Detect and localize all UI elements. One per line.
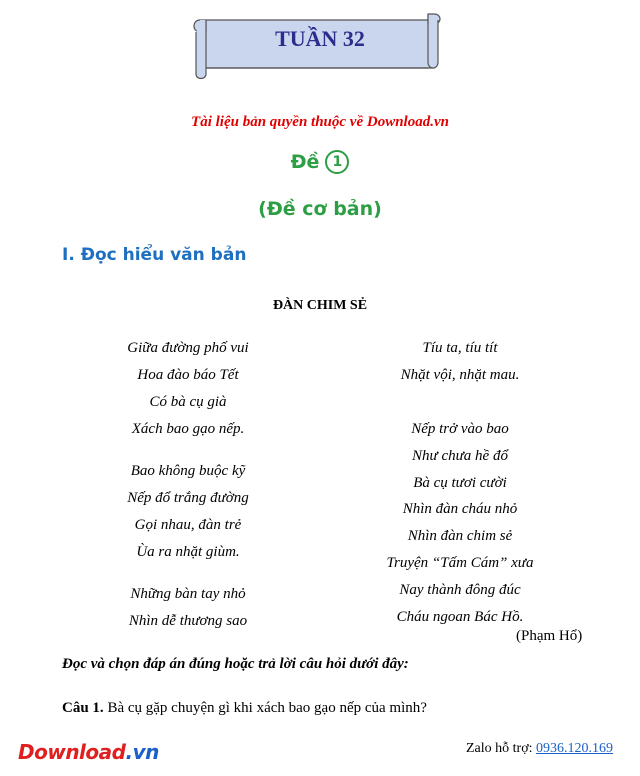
exam-number-badge: 1 [325, 150, 349, 174]
poem-line: Có bà cụ già [149, 394, 227, 410]
poem-line: Nhìn đàn chim sẻ [407, 528, 513, 544]
question-text: Bà cụ gặp chuyện gì khi xách bao gạo nếp của mình? [107, 700, 427, 716]
instruction-text: Đọc và chọn đáp án đúng hoặc trả lời câu hỏi dưới đây: [62, 656, 409, 672]
poem-line: Xách bao gạo nếp. [131, 421, 245, 437]
poem-line: Giữa đường phố vui [127, 340, 249, 356]
question-1 [62, 700, 427, 717]
poem-line: Ùa ra nhặt giùm. [136, 544, 240, 560]
section-heading: I. Đọc hiểu văn bản [62, 245, 247, 265]
poem-line: Truyện “Tấm Cám” xưa [386, 555, 534, 571]
poem-line: Nay thành đông đúc [399, 582, 521, 598]
poem-line: Hoa đào báo Tết [137, 367, 239, 383]
support-contact [466, 741, 613, 757]
poem-line: Bà cụ tươi cười [413, 475, 507, 491]
exam-label: Đề [290, 151, 320, 173]
poem-line: Nhặt vội, nhặt mau. [400, 367, 520, 383]
support-label: Zalo hỗ trợ: [466, 741, 533, 756]
poem-title: ĐÀN CHIM SẺ [272, 298, 368, 313]
exam-subtitle: (Đề cơ bản) [258, 198, 382, 220]
poem-author: (Phạm Hổ) [516, 628, 583, 644]
download-logo[interactable] [18, 740, 159, 764]
poem-line: Gọi nhau, đàn trẻ [134, 517, 242, 533]
poem-line: Những bàn tay nhỏ [130, 586, 246, 602]
poem-line: Nếp trở vào bao [411, 421, 509, 437]
logo-suffix-text: .vn [125, 740, 159, 764]
poem-line: Nhìn dễ thương sao [128, 613, 248, 629]
poem-line: Nếp đổ trắng đường [127, 490, 249, 506]
poem-line: Như chưa hề đổ [412, 448, 508, 464]
logo-main-text: Download [18, 740, 126, 764]
poem-line: Bao không buộc kỹ [130, 463, 246, 479]
question-label: Câu 1. [62, 700, 104, 716]
poem-line: Tíu ta, tíu tít [422, 340, 498, 356]
exam-number-heading [0, 150, 640, 174]
week-title: TUẦN 32 [275, 26, 365, 51]
poem-line: Cháu ngoan Bác Hồ. [396, 609, 524, 625]
support-phone-link[interactable]: 0936.120.169 [536, 741, 613, 756]
poem-line: Nhìn đàn cháu nhỏ [402, 501, 518, 517]
copyright-notice: Tài liệu bản quyền thuộc về Download.vn [191, 114, 449, 130]
